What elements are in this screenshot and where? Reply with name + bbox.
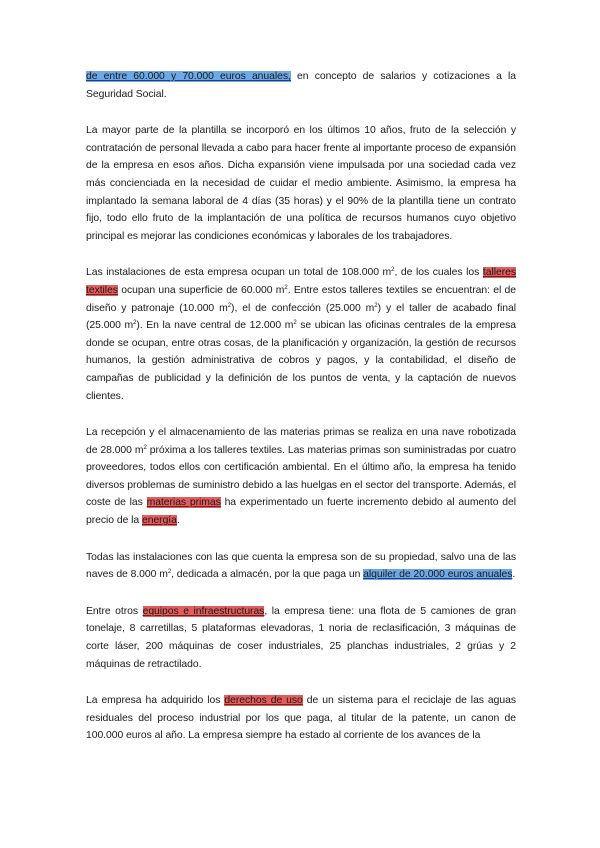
highlight-energia: energía xyxy=(141,515,177,527)
text: ha experimentado un fuerte incremento debido al aumento del precio de la xyxy=(86,497,516,527)
text: ), el de confección (25.000 m xyxy=(231,302,375,314)
paragraph-facilities xyxy=(86,264,516,405)
superscript: 2 xyxy=(391,267,395,274)
superscript: 2 xyxy=(143,444,147,451)
superscript: 2 xyxy=(293,320,297,327)
text: . xyxy=(512,569,516,581)
text: ). En la nave central de 12.000 m xyxy=(136,320,294,332)
paragraph-equipment xyxy=(86,603,516,673)
text: próxima a los talleres textiles. Las materias primas son suministradas por cuatro proveedores, todos ellos con certificación ambiental. En el último año, la empresa ha tenido diversos problemas de suministro debido a las huelgas en el sector del transporte. Además, el coste de las xyxy=(86,444,517,509)
superscript: 2 xyxy=(133,320,137,327)
superscript: 2 xyxy=(167,569,172,576)
text: . xyxy=(176,515,180,527)
paragraph-property xyxy=(86,549,516,584)
text: Entre otros xyxy=(86,605,143,617)
highlight-equipos: equipos e infraestructuras xyxy=(142,605,265,617)
text: de un sistema para el reciclaje de las aguas residuales del proceso industrial por los que paga, al titular de la patente, un canon de 100.000 euros al año. La empresa siempre ha estado al corriente de los avances de la xyxy=(86,695,516,742)
text: Todas las instalaciones con las que cuenta la empresa son de su propiedad, salvo una de las naves de 8.000 m xyxy=(86,551,516,581)
text: ) y el taller de acabado final (25.000 m xyxy=(86,302,516,332)
highlight-talleres-textiles: talleres textiles xyxy=(86,267,517,296)
highlight-salary-range: de entre 60.000 y 70.000 euros anuales, xyxy=(86,71,291,82)
paragraph-staff: La mayor parte de la plantilla se incorporó en los últimos 10 años, fruto de la selección y contratación de personal llevada a cabo para hacer frente al importante proceso de expansión de la empresa en esos años. Dicha expansión viene impulsada por una sociedad cada vez más concienciada en la necesidad de cuidar el medio ambiente. Asimismo, la empresa ha implantado la semana laboral de 4 días (35 horas) y el 90% de la plantilla tiene un contrato fijo, todo ello fruto de la implantación de una política de recursos humanos cuyo objetivo principal es mejorar las condiciones económicas y laborales de los trabajadores. xyxy=(86,125,516,242)
superscript: 2 xyxy=(374,302,378,309)
paragraph-usage-rights xyxy=(86,692,516,745)
text: , de los cuales los xyxy=(394,267,483,279)
text: , dedicada a almacén, por la que paga un xyxy=(171,569,364,581)
superscript: 2 xyxy=(227,302,232,309)
highlight-derechos-de-uso: derechos de uso xyxy=(224,695,303,707)
text: . Entre estos talleres textiles se encuentran: el de diseño y patronaje (10.000 m xyxy=(86,284,517,314)
text: La empresa ha adquirido los xyxy=(86,695,225,707)
text: Las instalaciones de esta empresa ocupan un total de 108.000 m xyxy=(86,267,392,279)
superscript: 2 xyxy=(284,284,288,291)
text: ocupan una superficie de 60.000 m xyxy=(117,284,285,296)
paragraph-raw-materials xyxy=(86,424,516,530)
text: se ubican las oficinas centrales de la empresa donde se ocupan, entre otras cosas, de la planificación y organización, la gestión de recursos humanos, la gestión administrativa de cobros y pagos, y la contabilidad, el diseño de campañas de publicidad y la definición de los puntos de venta, y la captación de nuevos clientes. xyxy=(86,320,516,402)
text: en concepto de salarios y cotizaciones a la Seguridad Social. xyxy=(86,71,516,100)
text: , la empresa tiene: una flota de 5 camiones de gran tonelaje, 8 carretillas, 5 plataformas elevadoras, 1 noria de reclasificación, 3 máquinas de corte láser, 200 máquinas de coser industriales, 25 planchas industriales, 2 grúas y 2 máquinas de retractilado. xyxy=(86,605,517,670)
highlight-alquiler: alquiler de 20.000 euros anuales xyxy=(363,569,513,581)
paragraph-salaries xyxy=(86,68,516,103)
highlight-materias-primas: materias primas xyxy=(146,497,221,509)
text: La recepción y el almacenamiento de las materias primas se realiza en una nave robotizada de 28.000 m xyxy=(86,427,516,456)
